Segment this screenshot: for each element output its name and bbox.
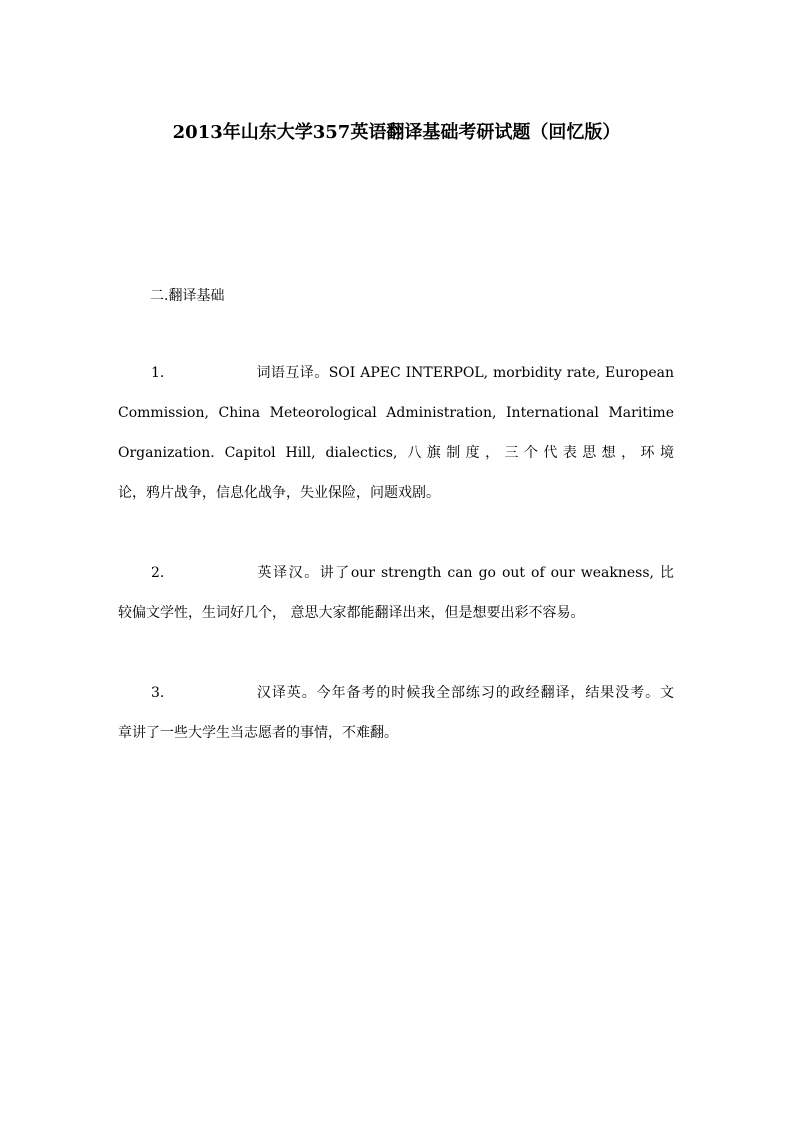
list-item-line [118, 673, 674, 713]
list-item-line: Organization. Capitol Hill, dialectics, 八旗制度，三个代表思想，环境 [118, 445, 674, 461]
list-item-line [118, 553, 674, 593]
list-item [118, 353, 674, 513]
list-item-line: Commission, China Meteorological Administration, International Maritime [118, 405, 674, 421]
list-item-text: 汉译英。今年备考的时候我全部练习的政经翻译，结果没考。文 [256, 685, 674, 701]
list-item-line [118, 353, 674, 393]
list-item-number: 1. [151, 365, 165, 381]
list-item-line: 论，鸦片战争，信息化战争，失业保险，问题戏剧。 [118, 485, 440, 501]
section-heading: 二.翻译基础 [150, 288, 225, 304]
document-title: 2013年山东大学357英语翻译基础考研试题（回忆版） [172, 122, 621, 143]
list-item-text: 英译汉。讲了our strength can go out of our weakness, 比 [256, 565, 674, 581]
list-item-number: 3. [151, 685, 165, 701]
list-item-line: 章讲了一些大学生当志愿者的事情，不难翻。 [118, 725, 398, 741]
list-item-number: 2. [151, 565, 165, 581]
list-item [118, 673, 674, 753]
list-item [118, 553, 674, 633]
list-item-text: 词语互译。SOI APEC INTERPOL, morbidity rate, European [256, 365, 674, 381]
list-item-line: 较偏文学性，生词好几个， 意思大家都能翻译出来，但是想要出彩不容易。 [118, 605, 585, 621]
